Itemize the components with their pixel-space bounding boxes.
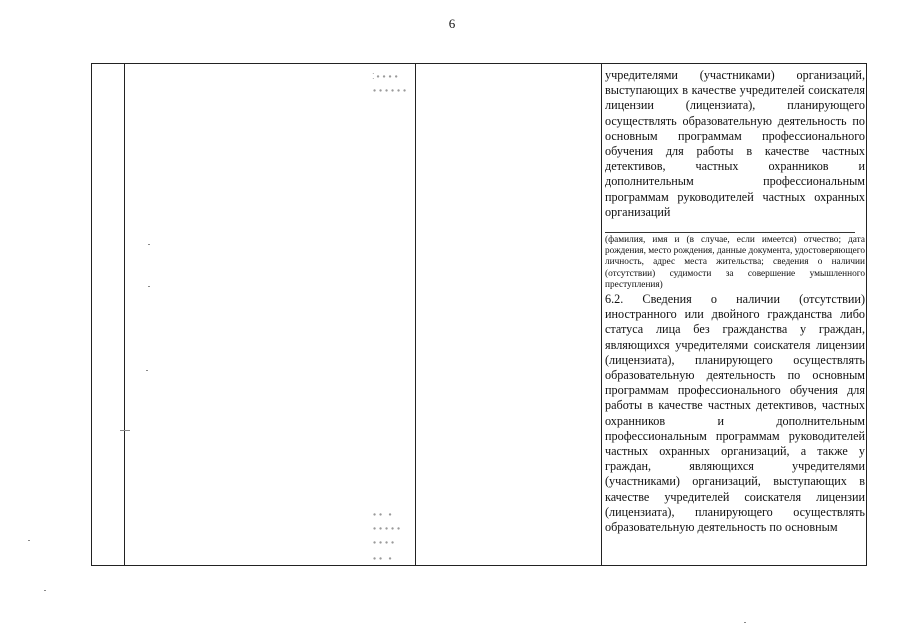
scan-artifact <box>744 622 746 623</box>
paragraph-6-2: 6.2. Сведения о наличии (отсутствии) иностранного или двойного гражданства либо статуса лица без гражданства у граждан, являющихся учредителями соискателя лицензии (лицензиата), планирующего осуществлять образовательную деятельность по основным программам профессионального обучения для работы в качестве частных детективов, частных охранников и дополнительным профессиональным программам руководителей частных охранных организаций, а также у граждан, являющихся учредителями (участниками) организаций, выступающих в качестве учредителей соискателя лицензии (лицензиата), планирующего осуществлять образовательную деятельность по основным <box>605 292 865 535</box>
scan-artifact <box>148 244 150 245</box>
scan-artifact: ∙∙∙∙ <box>372 538 397 547</box>
scan-artifact <box>120 430 130 431</box>
scan-artifact: ∙∙∙∙∙ <box>372 524 403 533</box>
scan-artifact <box>44 590 46 591</box>
column-divider-2 <box>415 64 416 565</box>
scan-artifact: ∙∙∙∙∙∙ <box>372 86 409 95</box>
table-cell-text <box>605 68 865 535</box>
scan-artifact: ∙∙ ∙ <box>372 510 394 519</box>
column-divider-1 <box>124 64 125 565</box>
field-caption: (фамилия, имя и (в случае, если имеется) отчество; дата рождения, место рождения, данные документа, удостоверяющего личность, адрес места жительства; сведения о наличии (отсутствии) судимости за совершение умышленного преступления) <box>605 235 865 290</box>
scan-artifact: ⁚∙∙∙∙ <box>372 72 400 81</box>
column-divider-3 <box>601 64 602 565</box>
scan-artifact <box>146 370 148 371</box>
scan-artifact: ∙∙ ∙ <box>372 554 394 563</box>
fill-in-line <box>605 232 855 233</box>
paragraph-founders: учредителями (участниками) организаций, выступающих в качестве учредителей соискателя лицензии (лицензиата), планирующего осуществлять образовательную деятельность по основным программам профессионального обучения для работы в качестве частных детективов, частных охранников и дополнительным профессиональным программам руководителей частных охранных организаций <box>605 68 865 219</box>
scan-artifact <box>28 540 30 541</box>
page-number: 6 <box>448 16 456 31</box>
document-table <box>91 63 867 566</box>
scan-artifact <box>148 286 150 287</box>
